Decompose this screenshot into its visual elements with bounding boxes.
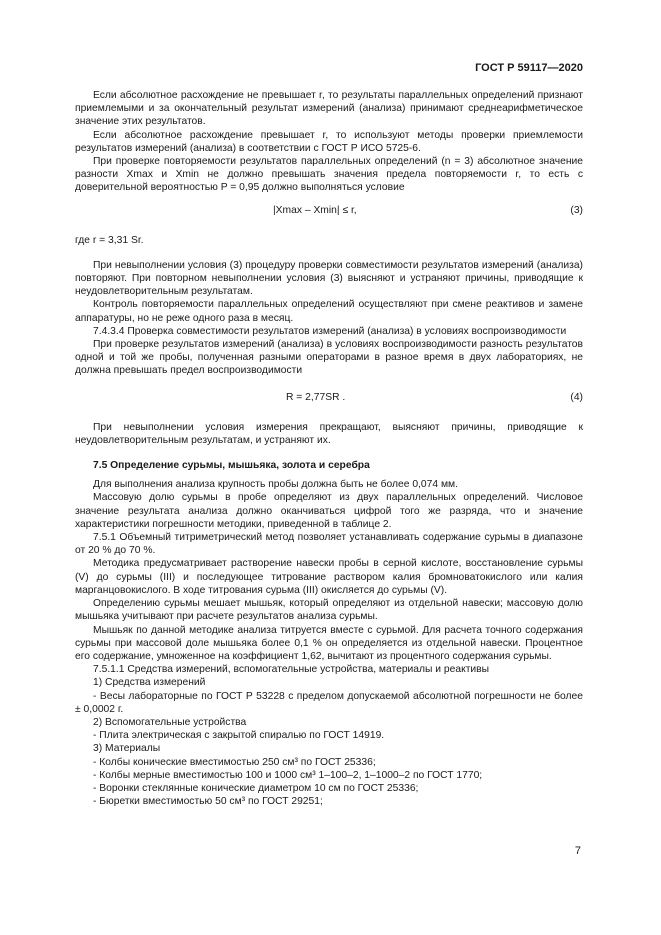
formula-expression: R = 2,77SR .: [286, 391, 346, 403]
paragraph: Если абсолютное расхождение не превышает r, то результаты параллельных определений признают приемлемыми и за окончательный результат измерений (анализа) принимают среднеарифметическое значение этих результатов.: [75, 90, 583, 128]
list-item: - Воронки стеклянные конические диаметром 10 см по ГОСТ 25336;: [93, 782, 419, 794]
paragraph: 7.5.1.1 Средства измерений, вспомогательные устройства, материалы и реактивы: [93, 664, 490, 676]
paragraph: Контроль повторяемости параллельных определений осуществляют при смене реактивов и замене аппаратуры, но не реже одного раза в месяц.: [75, 299, 583, 324]
list-heading: 3) Материалы: [93, 743, 161, 755]
paragraph: При проверке результатов измерений (анализа) в условиях воспроизводимости разность результатов одной и той же пробы, полученная разными операторами в разное время в двух лабораториях, не должна превышать предел воспроизводимости: [75, 339, 583, 377]
list-item: - Весы лабораторные по ГОСТ Р 53228 с пределом допускаемой абсолютной погрешности не более ± 0,0002 г.: [75, 690, 583, 715]
list-item: - Колбы конические вместимостью 250 см³ по ГОСТ 25336;: [93, 756, 376, 768]
paragraph: 7.4.3.4 Проверка совместимости результатов измерений (анализа) в условиях воспроизводимости: [93, 325, 567, 337]
paragraph: При проверке повторяемости результатов параллельных определений (n = 3) абсолютное значение разности Xmax и Xmin не должно превышать значения предела повторяемости r, то есть с доверительной вероятностью P = 0,95 должно выполняться условие: [75, 156, 583, 194]
section-heading: 7.5 Определение сурьмы, мышьяка, золота и серебра: [93, 460, 370, 472]
paragraph: Массовую долю сурьмы в пробе определяют из двух параллельных определений. Числовое значение результата анализа должно оканчиваться цифрой того же разряда, что и значение характеристики погрешности методики, приведенной в таблице 2.: [75, 492, 583, 530]
paragraph: Для выполнения анализа крупность пробы должна быть не более 0,074 мм.: [93, 479, 458, 491]
formula-number: (3): [570, 204, 583, 216]
formula-4: [75, 391, 583, 407]
list-item: - Плита электрическая с закрытой спиралью по ГОСТ 14919.: [93, 730, 385, 742]
document-code: ГОСТ Р 59117—2020: [475, 62, 583, 74]
formula-number: (4): [570, 391, 583, 403]
list-item: - Бюретки вместимостью 50 см³ по ГОСТ 29251;: [93, 796, 323, 808]
list-item: - Колбы мерные вместимостью 100 и 1000 см³ 1–100–2, 1–1000–2 по ГОСТ 1770;: [93, 769, 483, 781]
where-clause: где r = 3,31 Sr.: [75, 234, 144, 246]
paragraph: При невыполнении условия измерения прекращают, выясняют причины, приводящие к неудовлетворительным результатам, и устраняют их.: [75, 421, 583, 446]
document-body: [75, 89, 583, 808]
list-heading: 1) Средства измерений: [93, 677, 206, 689]
paragraph: Если абсолютное расхождение превышает r, то используют методы проверки приемлемости результатов измерений (анализа) в соответствии с ГОСТ Р ИСО 5725-6.: [75, 129, 583, 154]
formula-expression: |Xmax – Xmin| ≤ r,: [273, 204, 357, 216]
paragraph: Методика предусматривает растворение навески пробы в серной кислоте, восстановление сурьмы (V) до сурьмы (III) и последующее титрование раствором калия бромноватокислого или калия марганцовокислого. В ходе титрования сурьма (III) окисляется до сурьмы (V).: [75, 558, 583, 596]
paragraph: 7.5.1 Объемный титриметрический метод позволяет устанавливать содержание сурьмы в диапазоне от 20 % до 70 %.: [75, 532, 583, 557]
page-number: 7: [574, 845, 581, 857]
paragraph: Определению сурьмы мешает мышьяк, который определяют из отдельной навески; массовую долю мышьяка учитывают при расчете результатов анализа сурьмы.: [75, 598, 583, 623]
formula-3: [75, 204, 583, 220]
paragraph: Мышьяк по данной методике анализа титруется вместе с сурьмой. Для расчета точного содержания сурьмы при массовой доле мышьяка более 0,1 % он определяется из отдельной навески. Процентное его содержание, умноженное на коэффициент 1,62, вычитают из процентного содержания сурьмы.: [75, 624, 583, 662]
list-heading: 2) Вспомогательные устройства: [93, 716, 247, 728]
paragraph: При невыполнении условия (3) процедуру проверки совместимости результатов измерений (анализа) повторяют. При повторном невыполнении условия (3) выясняют и устраняют причины, приводящие к неудовлетворительным результатам.: [75, 259, 583, 298]
